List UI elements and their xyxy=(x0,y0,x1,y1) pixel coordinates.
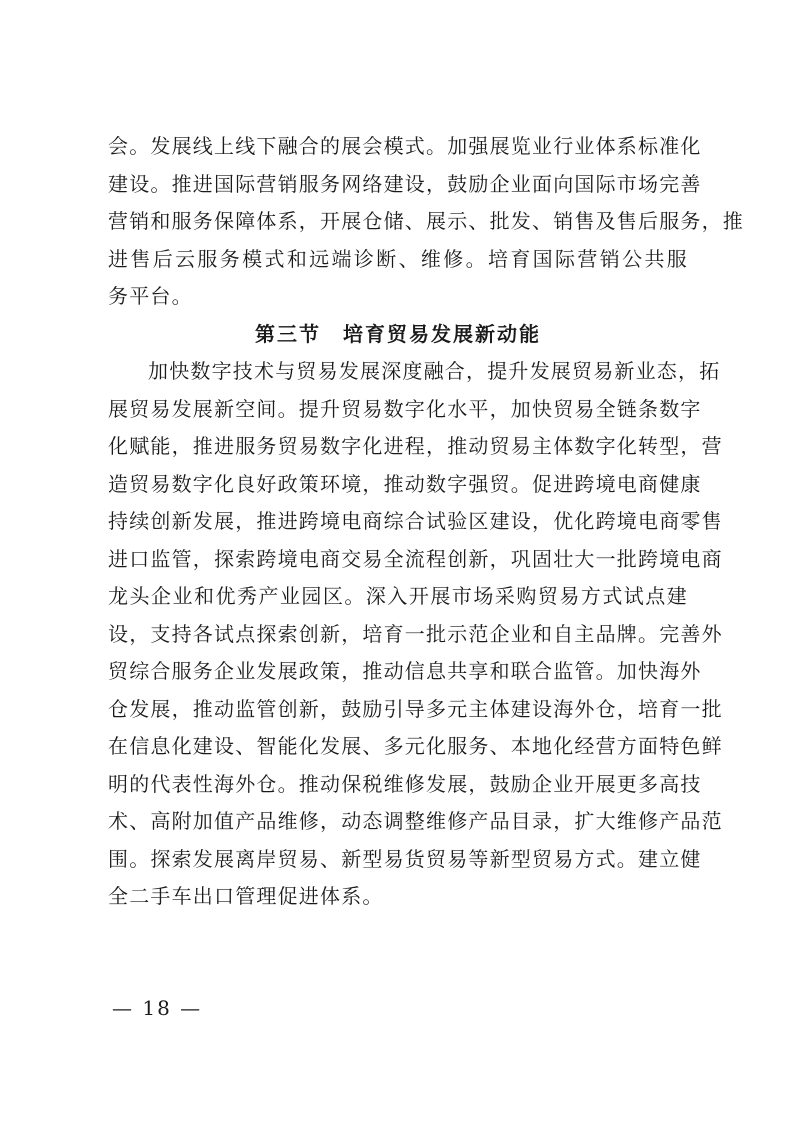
paragraph-line: 造贸易数字化良好政策环境，推动数字强贸。促进跨境电商健康 xyxy=(108,471,702,496)
paragraph-line: 进售后云服务模式和远端诊断、维修。培育国际营销公共服 xyxy=(108,246,688,271)
paragraph-line: 龙头企业和优秀产业园区。深入开展市场采购贸易方式试点建 xyxy=(108,584,688,608)
page-number: — 18 — xyxy=(112,996,203,1020)
paragraph-line: 务平台。 xyxy=(108,284,193,308)
paragraph-line: 加快数字技术与贸易发展深度融合，提升发展贸易新业态，拓 xyxy=(148,359,721,383)
paragraph-line: 营销和服务保障体系，开展仓储、展示、批发、销售及售后服务，推 xyxy=(108,209,744,233)
paragraph-line: 持续创新发展，推进跨境电商综合试验区建设，优化跨境电商零售 xyxy=(108,509,723,533)
paragraph-line: 全二手车出口管理促进体系。 xyxy=(108,884,384,908)
paragraph-line: 明的代表性海外仓。推动保税维修发展，鼓励企业开展更多高技 xyxy=(108,771,702,796)
paragraph-continuation xyxy=(108,128,744,916)
paragraph-line: 建设。推进国际营销服务网络建设，鼓励企业面向国际市场完善 xyxy=(108,171,702,196)
paragraph-line: 化赋能，推进服务贸易数字化进程，推动贸易主体数字化转型，营 xyxy=(108,434,723,458)
paragraph-line: 在信息化建设、智能化发展、多元化服务、本地化经营方面特色鲜 xyxy=(108,734,723,758)
paragraph-line: 进口监管，探索跨境电商交易全流程创新，巩固壮大一批跨境电商 xyxy=(108,546,723,571)
paragraph-line: 围。探索发展离岸贸易、新型易货贸易等新型贸易方式。建立健 xyxy=(108,846,702,871)
paragraph-line: 展贸易发展新空间。提升贸易数字化水平，加快贸易全链条数字 xyxy=(108,396,702,421)
paragraph-line: 术、高附加值产品维修，动态调整维修产品目录，扩大维修产品范 xyxy=(108,809,723,833)
paragraph-line: 贸综合服务企业发展政策，推动信息共享和联合监管。加快海外 xyxy=(108,659,702,683)
paragraph-line: 会。发展线上线下融合的展会模式。加强展览业行业体系标准化 xyxy=(108,134,702,158)
paragraph-line: 设，支持各试点探索创新，培育一批示范企业和自主品牌。完善外 xyxy=(108,621,723,646)
paragraph-line: 仓发展，推动监管创新，鼓励引导多元主体建设海外仓，培育一批 xyxy=(108,696,723,721)
section-heading: 第三节 培育贸易发展新动能 xyxy=(255,321,541,346)
